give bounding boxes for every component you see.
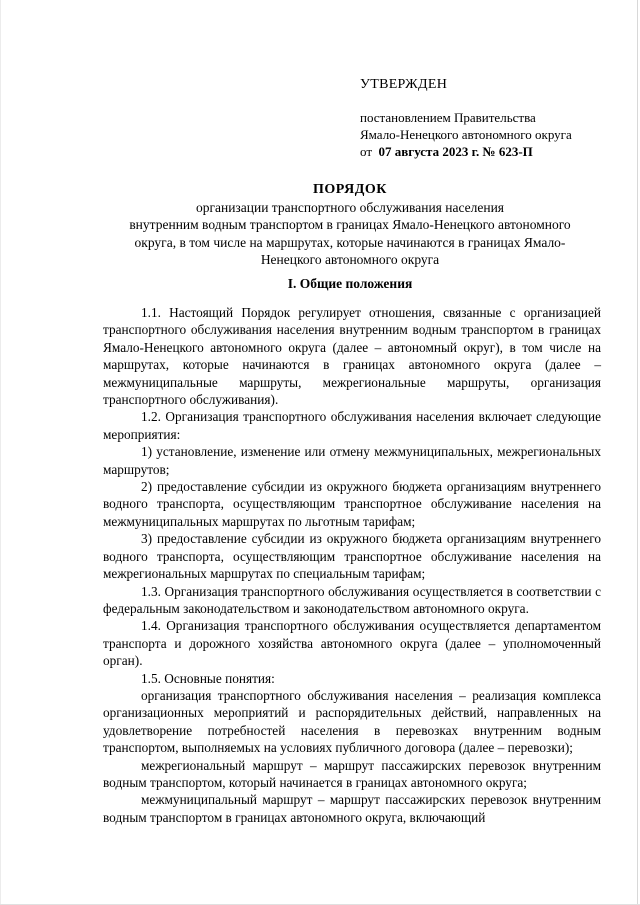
title-subline: Ненецкого автономного округа — [260, 252, 440, 268]
title-subline: округа, в том числе на маршрутах, которые начинаются в границах Ямало- — [134, 234, 566, 250]
page-edge-left — [0, 0, 1, 905]
approval-line-2: Ямало-Ненецкого автономного округа — [360, 127, 572, 142]
approval-block — [360, 76, 620, 160]
paragraph: межмуниципальный маршрут – маршрут пассажирских перевозок внутренним водным транспортом в границах автономного округа, включающий — [103, 792, 601, 825]
paragraph: 2) предоставление субсидии из окружного бюджета организациям внутреннего водного транспорта, осуществляющим транспортное обслуживание населения на межмуниципальных маршрутах по льготным тарифам; — [103, 479, 601, 529]
paragraph: 1.4. Организация транспортного обслуживания осуществляется департаментом транспорта и дорожного хозяйства автономного округа (далее – уполномоченный орган). — [103, 618, 601, 669]
paragraph: межрегиональный маршрут – маршрут пассажирских перевозок внутренним водным транспортом, который начинается в границах автономного округа; — [103, 757, 601, 790]
title-subline: внутренним водным транспортом в границах Ямало-Ненецкого автономного — [129, 217, 571, 233]
document-title-block — [100, 181, 600, 269]
approval-date-value: 07 августа 2023 г. № 623-П — [378, 144, 533, 159]
paragraph: 3) предоставление субсидии из окружного бюджета организациям внутреннего водного транспорта, осуществляющим транспортное обслуживание населения на межрегиональных маршрутах по специальным тарифам; — [103, 531, 601, 582]
paragraph: организация транспортного обслуживания населения – реализация комплекса организационных мероприятий и распорядительных действий, направленных на удовлетворение потребностей населения в перевозках внутренним водным транспортом, выполняемых на условиях публичного договора (далее – перевозки); — [103, 687, 601, 756]
approval-date-line — [360, 143, 620, 160]
section-heading: I. Общие положения — [287, 276, 413, 291]
title-subline: организации транспортного обслуживания населения — [195, 199, 505, 215]
paragraph: 1) установление, изменение или отмену межмуниципальных, межрегиональных маршрутов; — [103, 444, 601, 477]
approval-date-prefix: от — [360, 144, 373, 159]
paragraph: 1.5. Основные понятия: — [141, 670, 275, 686]
approval-line-1: постановлением Правительства — [360, 110, 536, 125]
paragraph: 1.2. Организация транспортного обслуживания населения включает следующие мероприятия: — [103, 409, 601, 442]
approved-stamp-text: УТВЕРЖДЕН — [360, 77, 448, 92]
paragraph: 1.3. Организация транспортного обслуживания осуществляется в соответствии с федеральным законодательством и законодательством автономного округа. — [103, 583, 601, 616]
document-title: ПОРЯДОК — [313, 182, 387, 197]
page-edge-right — [637, 0, 638, 905]
document-body — [103, 304, 601, 826]
paragraph: 1.1. Настоящий Порядок регулирует отношения, связанные с организацией транспортного обслуживания населения внутренним водным транспортом в границах Ямало-Ненецкого автономного округа (далее – автономный округ), в том числе на маршрутах, которые начинаются в границах автономного округа (далее – межмуниципальные маршруты, межрегиональные маршруты, организация транспортного обслуживания). — [103, 305, 601, 408]
